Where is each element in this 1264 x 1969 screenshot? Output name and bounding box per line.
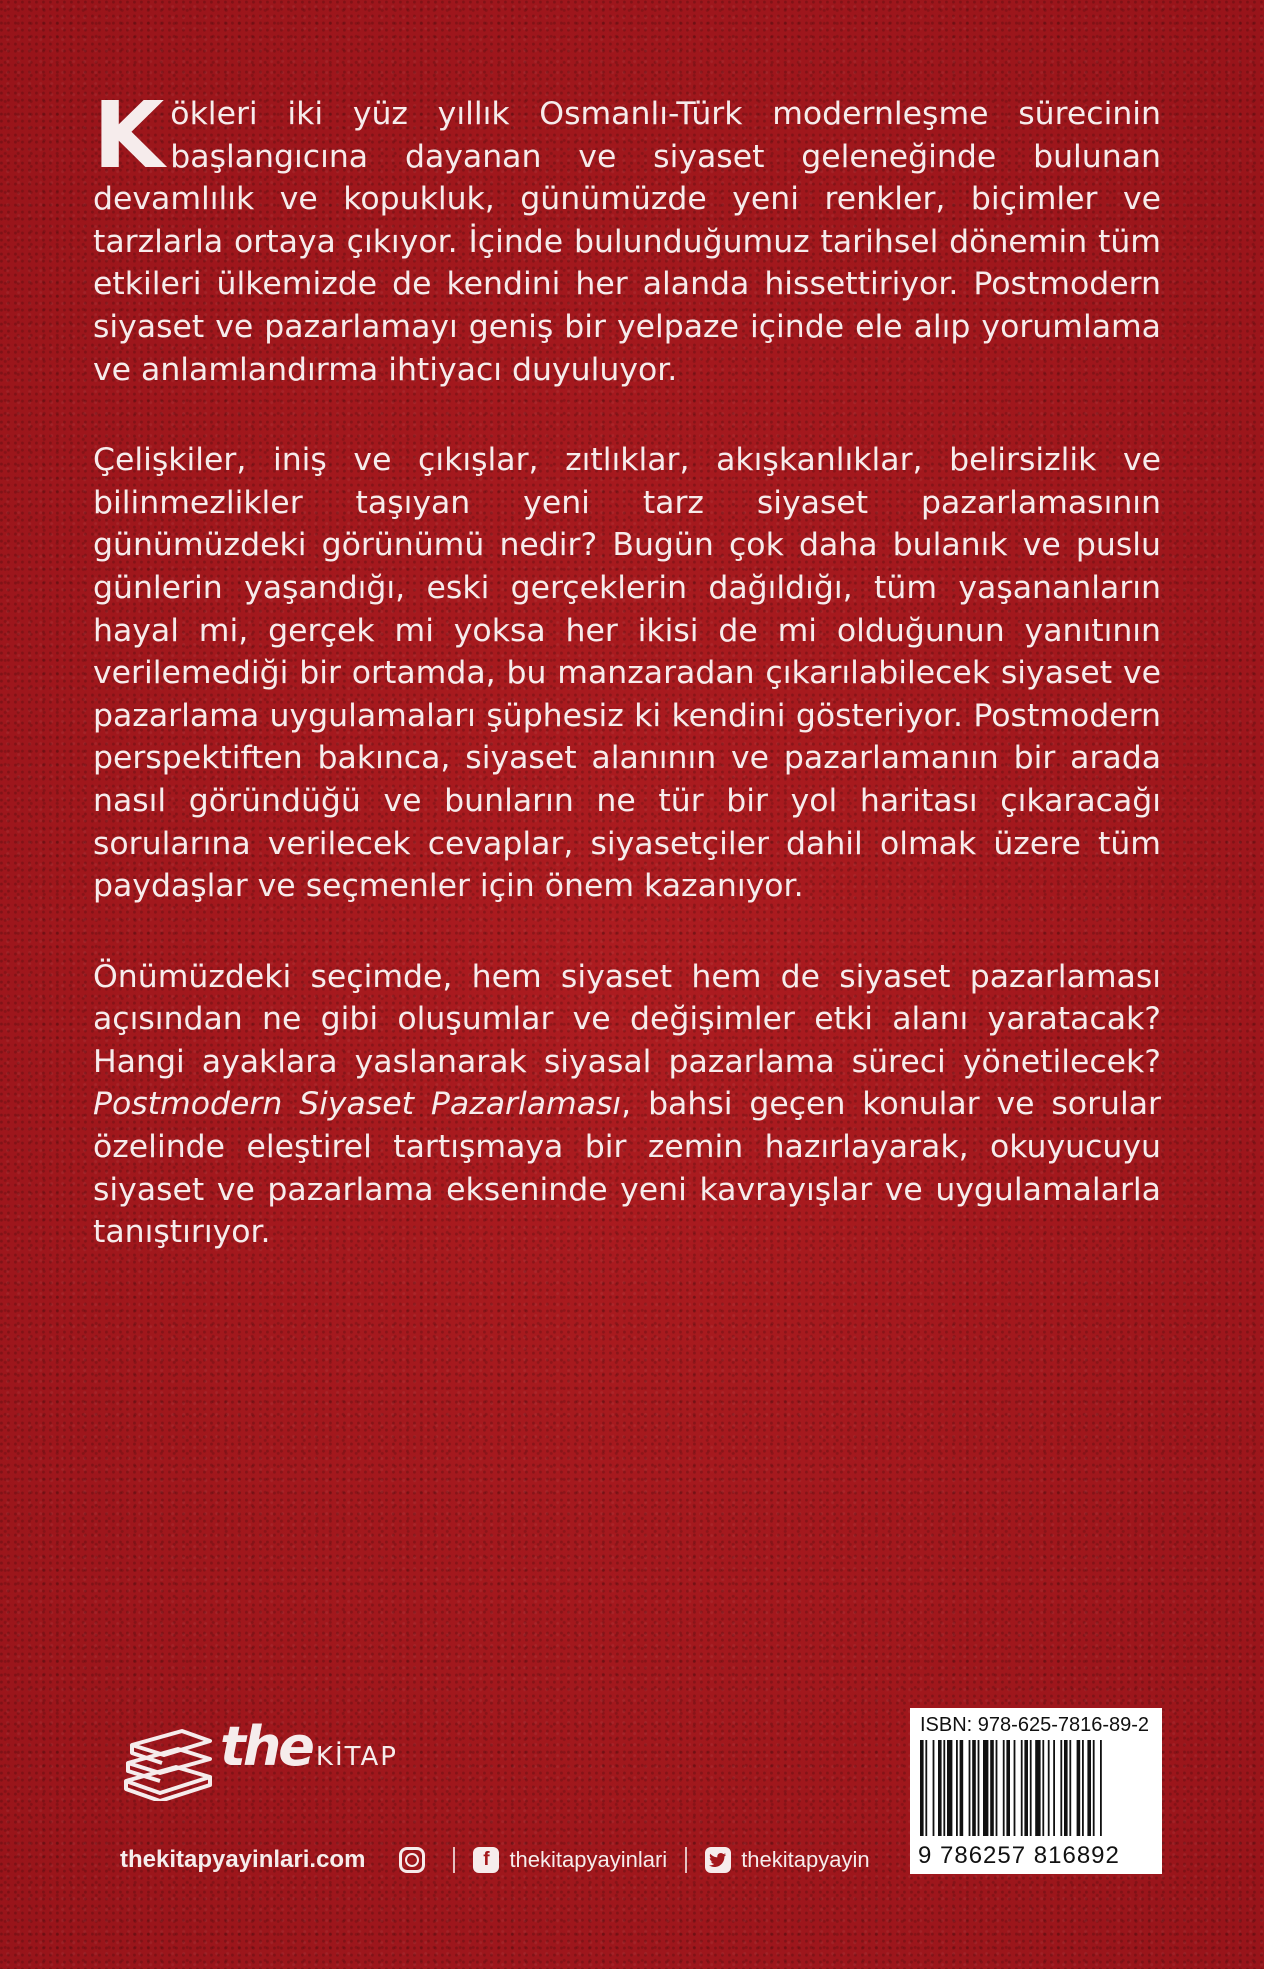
paragraph-3-text-b: , bahsi geçen konular ve sorular özelinde eleştirel tartışmaya bir zemin hazırlayarak, okuyucuyu siyaset ve pazarlama ekseninde yeni kavrayışlar ve uygulamalarla tanıştırıyor. <box>93 1086 1161 1251</box>
facebook-icon: f <box>473 1847 499 1873</box>
twitter-icon <box>705 1847 731 1873</box>
barcode-number: 9 786257 816892 <box>918 1842 1120 1869</box>
facebook-handle[interactable] <box>473 1847 667 1873</box>
paragraph-1-text: ökleri iki yüz yıllık Osmanlı-Türk modernleşme sürecinin başlangıcına dayanan ve siyaset geleneğinde bulunan devamlılık ve kopukluk, günümüzde yeni renkler, biçimler ve tarzlarla ortaya çıkıyor. İçinde bulunduğumuz tarihsel dönemin tüm etkileri ülkemizde de kendini her alanda hissettiriyor. Postmodern siyaset ve pazarlamayı geniş bir yelpaze içinde ele alıp yorumlama ve anlamlandırma ihtiyacı duyuluyor. <box>93 96 1161 388</box>
twitter-handle[interactable] <box>705 1847 869 1873</box>
books-stack-icon <box>120 1711 216 1801</box>
paragraph-3-text-a: Önümüzdeki seçimde, hem siyaset hem de siyaset pazarlaması açısından ne gibi oluşumlar ve değişimler etki alanı yaratacak? Hangi ayaklara yaslanarak siyasal pazarlama süreci yönetilecek? <box>93 958 1161 1080</box>
paragraph-3 <box>93 956 1161 1254</box>
logo-kitap: KİTAP <box>315 1742 398 1772</box>
barcode-bars <box>920 1740 1152 1840</box>
isbn-label: ISBN: 978-625-7816-89-2 <box>920 1714 1150 1736</box>
twitter-label: thekitapyayin <box>741 1847 870 1872</box>
publisher-footer <box>120 1840 870 1880</box>
logo-wordmark <box>220 1715 398 1778</box>
facebook-label: thekitapyayinlari <box>509 1847 668 1872</box>
paragraph-1 <box>93 82 1161 391</box>
instagram-icon[interactable] <box>399 1847 425 1873</box>
website-link[interactable]: thekitapyayinlari.com <box>120 1846 366 1873</box>
back-cover-text <box>93 82 1161 1254</box>
paragraph-2: Çelişkiler, iniş ve çıkışlar, zıtlıklar, akışkanlıklar, belirsizlik ve bilinmezlikler taşıyan yeni tarz siyaset pazarlamasının günümüzdeki görünümü nedir? Bugün çok daha bulanık ve puslu günlerin yaşandığı, eski gerçeklerin dağıldığı, tüm yaşananların hayal mi, gerçek mi yoksa her ikisi de mi olduğunun yanıtının verilemediği bir ortamda, bu manzaradan çıkarılabilecek siyaset ve pazarlama uygulamaları şüphesiz ki kendini gösteriyor. Postmodern perspektiften bakınca, siyaset alanının ve pazarlamanın bir arada nasıl göründüğü ve bunların ne tür bir yol haritası çıkaracağı sorularına verilecek cevaplar, siyasetçiler dahil olmak üzere tüm paydaşlar ve seçmenler için önem kazanıyor. <box>93 442 1161 905</box>
logo-the: the <box>220 1715 312 1778</box>
isbn-barcode <box>910 1708 1162 1874</box>
publisher-logo <box>120 1715 420 1805</box>
divider <box>453 1847 455 1873</box>
dropcap: K <box>93 82 165 189</box>
divider <box>685 1847 687 1873</box>
book-title-italic: Postmodern Siyaset Pazarlaması <box>93 1086 622 1123</box>
